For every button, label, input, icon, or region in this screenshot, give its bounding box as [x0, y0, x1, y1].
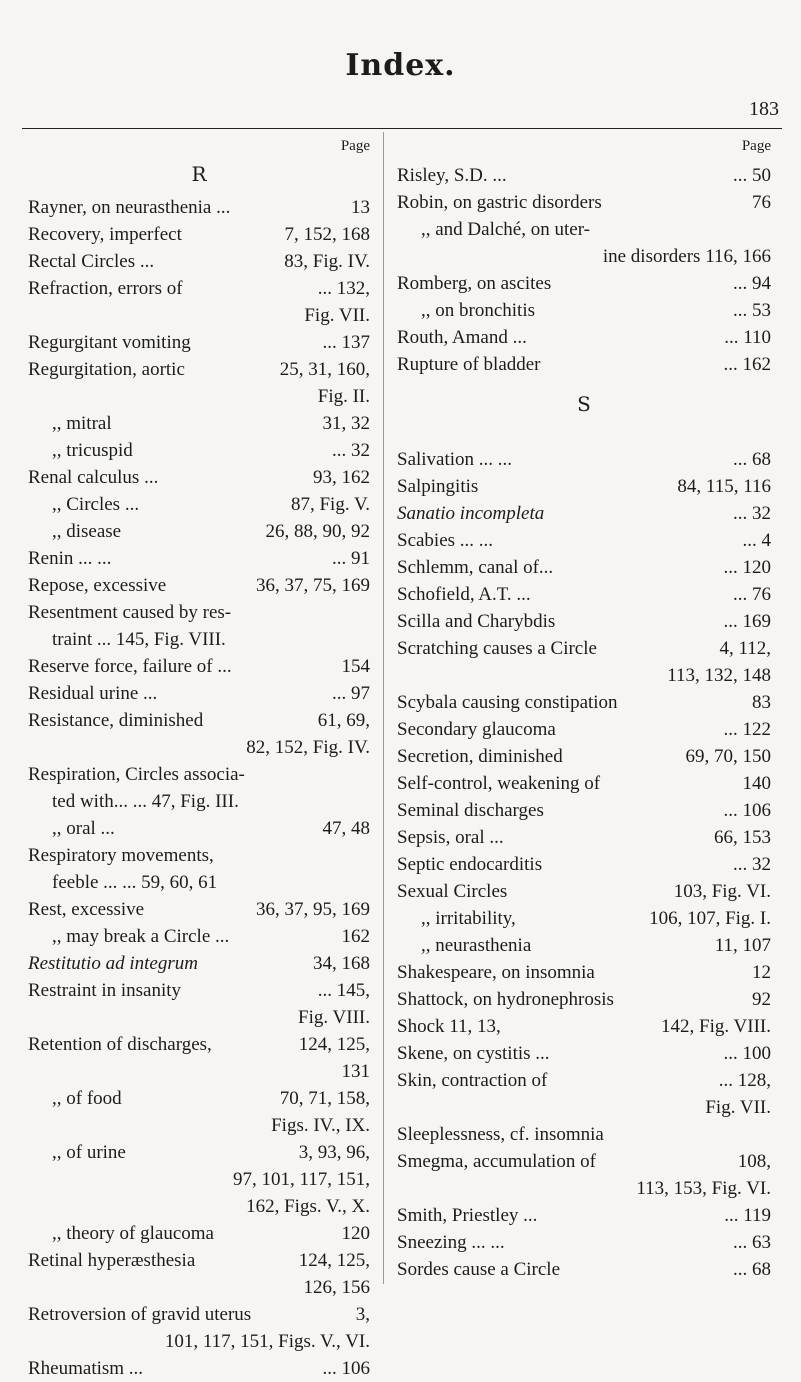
entry-term: ,, neurasthenia	[421, 935, 532, 956]
entry-pages: 13	[351, 197, 370, 218]
index-entry	[28, 707, 370, 761]
entry-continuation: 113, 132, 148	[667, 665, 771, 686]
entry-pages: ... 162	[723, 354, 771, 375]
right-column	[397, 138, 771, 1283]
index-entry	[397, 959, 771, 986]
index-entry	[28, 1031, 370, 1085]
index-entry	[28, 221, 370, 248]
entry-term: Secretion, diminished	[397, 746, 563, 767]
entry-term: Repose, excessive	[28, 575, 167, 596]
index-entry	[28, 572, 370, 599]
entry-pages: ... 145,	[317, 980, 370, 1001]
index-entry	[28, 923, 370, 950]
entry-pages: 83	[752, 692, 771, 713]
index-entry	[397, 608, 771, 635]
entry-term: Robin, on gastric disorders	[397, 192, 602, 213]
entry-term: Renal calculus ...	[28, 467, 159, 488]
entry-pages: 124, 125,	[298, 1034, 370, 1055]
index-entry	[397, 1148, 771, 1202]
entry-pages: ... 122	[723, 719, 771, 740]
index-entry	[397, 797, 771, 824]
entry-continuation: traint ... 145, Fig. VIII.	[52, 629, 226, 650]
entry-term: Rayner, on neurasthenia ...	[28, 197, 231, 218]
entry-pages: 76	[752, 192, 771, 213]
entry-pages: 154	[341, 656, 370, 677]
index-entry	[28, 1247, 370, 1301]
index-entry	[397, 500, 771, 527]
index-entry	[397, 689, 771, 716]
entry-pages: 84, 115, 116	[677, 476, 771, 497]
index-entry	[397, 324, 771, 351]
index-entry	[397, 351, 771, 378]
index-entry	[28, 761, 370, 815]
entry-term: Sepsis, oral ...	[397, 827, 504, 848]
entry-term: ,, of urine	[52, 1142, 126, 1163]
entry-term: ,, on bronchitis	[421, 300, 535, 321]
entry-pages: 162	[341, 926, 370, 947]
entry-term: Rupture of bladder	[397, 354, 541, 375]
index-entry	[28, 464, 370, 491]
entry-term: ,, Circles ...	[52, 494, 140, 515]
index-entry	[397, 527, 771, 554]
entry-term: Sexual Circles	[397, 881, 508, 902]
entry-continuation: Figs. IV., IX.	[271, 1115, 370, 1136]
entry-pages: 31, 32	[322, 413, 370, 434]
entry-term: Regurgitant vomiting	[28, 332, 191, 353]
entry-pages: 26, 88, 90, 92	[265, 521, 370, 542]
index-entry	[397, 824, 771, 851]
entry-term: Seminal discharges	[397, 800, 544, 821]
entry-term: Restitutio ad integrum	[28, 953, 198, 974]
entry-pages: 69, 70, 150	[685, 746, 771, 767]
entry-pages: 140	[742, 773, 771, 794]
entry-term: Rheumatism ...	[28, 1358, 144, 1379]
entry-continuation: feeble ... ... 59, 60, 61	[52, 872, 218, 893]
entry-term: Rest, excessive	[28, 899, 145, 920]
entry-term: Romberg, on ascites	[397, 273, 552, 294]
entry-continuation: Fig. VII.	[304, 305, 370, 326]
entry-pages: ... 91	[332, 548, 370, 569]
index-entry	[397, 878, 771, 905]
index-entry	[28, 1085, 370, 1139]
entry-term: Routh, Amand ...	[397, 327, 527, 348]
entry-pages: 3,	[355, 1304, 370, 1325]
entry-pages: ... 137	[322, 332, 370, 353]
entry-pages: ... 32	[733, 854, 771, 875]
index-entry	[28, 1355, 370, 1382]
entry-continuation: 162, Figs. V., X.	[246, 1196, 370, 1217]
entry-term: Self-control, weakening of	[397, 773, 601, 794]
section-letter: S	[577, 392, 591, 416]
section-letter: R	[191, 162, 207, 186]
entry-pages: ... 68	[733, 449, 771, 470]
entry-pages: 61, 69,	[317, 710, 370, 731]
entry-term: Sneezing ... ...	[397, 1232, 505, 1253]
entry-term: Resentment caused by res-	[28, 602, 232, 623]
index-entry	[28, 1139, 370, 1220]
entry-pages: ... 53	[733, 300, 771, 321]
index-entry	[28, 842, 370, 896]
index-entry	[28, 491, 370, 518]
entry-term: ,, of food	[52, 1088, 122, 1109]
entry-pages: 87, Fig. V.	[290, 494, 370, 515]
index-entry	[397, 1013, 771, 1040]
entry-term: Shock 11, 13,	[397, 1016, 501, 1037]
entry-pages: ... 120	[723, 557, 771, 578]
entry-continuation: 97, 101, 117, 151,	[232, 1169, 370, 1190]
left-column	[28, 138, 370, 1382]
entry-list	[28, 194, 370, 1382]
index-entry	[28, 950, 370, 977]
entry-term: Salivation ... ...	[397, 449, 513, 470]
entry-continuation: 131	[341, 1061, 370, 1082]
page-number: 183	[749, 98, 779, 120]
index-entry	[397, 1256, 771, 1283]
entry-term: Recovery, imperfect	[28, 224, 182, 245]
running-head: Index.	[345, 48, 456, 83]
entry-list	[397, 162, 771, 378]
entry-pages: ... 106	[322, 1358, 370, 1379]
entry-pages: 36, 37, 75, 169	[256, 575, 370, 596]
index-entry	[397, 554, 771, 581]
index-entry	[397, 270, 771, 297]
index-entry	[28, 896, 370, 923]
entry-term: Resistance, diminished	[28, 710, 204, 731]
entry-pages: 36, 37, 95, 169	[256, 899, 370, 920]
entry-term: Retinal hyperæsthesia	[28, 1250, 196, 1271]
index-entry	[28, 1301, 370, 1355]
index-entry	[397, 932, 771, 959]
entry-pages: 124, 125,	[298, 1250, 370, 1271]
entry-term: Shattock, on hydronephrosis	[397, 989, 614, 1010]
index-entry	[28, 518, 370, 545]
entry-pages: ... 50	[733, 165, 771, 186]
entry-term: Restraint in insanity	[28, 980, 182, 1001]
index-entry	[28, 599, 370, 653]
index-entry	[397, 716, 771, 743]
entry-pages: 106, 107, Fig. I.	[649, 908, 771, 929]
index-entry	[28, 410, 370, 437]
entry-pages: ... 100	[723, 1043, 771, 1064]
entry-continuation: Fig. II.	[317, 386, 370, 407]
entry-continuation: ted with... ... 47, Fig. III.	[52, 791, 239, 812]
entry-term: ,, theory of glaucoma	[52, 1223, 214, 1244]
entry-term: Smegma, accumulation of	[397, 1151, 596, 1172]
entry-pages: ... 128,	[718, 1070, 771, 1091]
entry-term: Sleeplessness, cf. insomnia	[397, 1124, 604, 1145]
entry-term: Schlemm, canal of...	[397, 557, 554, 578]
page-column-label: Page	[741, 138, 771, 154]
entry-pages: ... 106	[723, 800, 771, 821]
entry-term: Reserve force, failure of ...	[28, 656, 232, 677]
entry-term: Renin ... ...	[28, 548, 112, 569]
index-entry	[397, 1067, 771, 1121]
entry-term: ,, and Dalché, on uter-	[421, 219, 590, 240]
entry-term: Retention of discharges,	[28, 1034, 212, 1055]
page-header	[0, 0, 801, 140]
entry-continuation: 126, 156	[303, 1277, 370, 1298]
entry-pages: 120	[341, 1223, 370, 1244]
entry-term: ,, oral ...	[52, 818, 115, 839]
index-entry	[397, 1202, 771, 1229]
entry-pages: 12	[752, 962, 771, 983]
entry-term: Scabies ... ...	[397, 530, 494, 551]
entry-continuation: ine disorders 116, 166	[602, 246, 771, 267]
entry-term: Salpingitis	[397, 476, 479, 497]
entry-term: ,, irritability,	[421, 908, 516, 929]
index-entry	[28, 356, 370, 410]
entry-term: Skin, contraction of	[397, 1070, 548, 1091]
entry-pages: 47, 48	[322, 818, 370, 839]
entry-term: Septic endocarditis	[397, 854, 543, 875]
entry-term: Scybala causing constipation	[397, 692, 618, 713]
entry-pages: ... 32	[332, 440, 370, 461]
header-rule	[22, 128, 782, 129]
index-entry	[28, 275, 370, 329]
index-entry	[28, 248, 370, 275]
index-entry	[28, 194, 370, 221]
index-entry	[397, 1229, 771, 1256]
entry-pages: ... 32	[733, 503, 771, 524]
entry-term: Secondary glaucoma	[397, 719, 556, 740]
entry-term: Sordes cause a Circle	[397, 1259, 561, 1280]
entry-pages: 83, Fig. IV.	[284, 251, 370, 272]
entry-term: Scilla and Charybdis	[397, 611, 556, 632]
index-entry	[397, 216, 771, 270]
entry-continuation: 82, 152, Fig. IV.	[246, 737, 370, 758]
entry-term: Regurgitation, aortic	[28, 359, 185, 380]
entry-pages: 7, 152, 168	[284, 224, 370, 245]
index-entry	[397, 1040, 771, 1067]
index-entry	[28, 1220, 370, 1247]
entry-term: Schofield, A.T. ...	[397, 584, 531, 605]
index-entry	[28, 977, 370, 1031]
index-entry	[397, 986, 771, 1013]
index-entry	[397, 851, 771, 878]
entry-pages: 11, 107	[714, 935, 771, 956]
index-entry	[397, 473, 771, 500]
entry-pages: ... 68	[733, 1259, 771, 1280]
entry-term: Sanatio incompleta	[397, 503, 545, 524]
entry-term: Retroversion of gravid uterus	[28, 1304, 252, 1325]
entry-term: Skene, on cystitis ...	[397, 1043, 550, 1064]
index-entry	[28, 680, 370, 707]
entry-term: Residual urine ...	[28, 683, 158, 704]
index-entry	[397, 635, 771, 689]
entry-continuation: Fig. VIII.	[298, 1007, 370, 1028]
page-column-label: Page	[340, 138, 370, 154]
index-entry	[28, 545, 370, 572]
entry-term: Risley, S.D. ...	[397, 165, 507, 186]
entry-pages: ... 110	[724, 327, 771, 348]
entry-pages: ... 119	[724, 1205, 771, 1226]
index-entry	[397, 162, 771, 189]
entry-pages: ... 97	[332, 683, 370, 704]
entry-term: ,, mitral	[52, 413, 112, 434]
entry-term: Respiratory movements,	[28, 845, 214, 866]
entry-term: Shakespeare, on insomnia	[397, 962, 595, 983]
entry-pages: 4, 112,	[719, 638, 771, 659]
entry-pages: ... 4	[742, 530, 771, 551]
index-entry	[28, 815, 370, 842]
index-entry	[397, 905, 771, 932]
entry-pages: 103, Fig. VI.	[673, 881, 771, 902]
entry-term: Rectal Circles ...	[28, 251, 155, 272]
index-entry	[28, 437, 370, 464]
index-entry	[397, 770, 771, 797]
index-entry	[28, 653, 370, 680]
entry-pages: ... 63	[733, 1232, 771, 1253]
entry-pages: 92	[752, 989, 771, 1010]
index-entry	[397, 743, 771, 770]
index-entry	[397, 581, 771, 608]
entry-pages: 34, 168	[313, 953, 370, 974]
column-divider	[383, 132, 384, 1284]
entry-pages: 142, Fig. VIII.	[661, 1016, 771, 1037]
entry-term: Refraction, errors of	[28, 278, 183, 299]
entry-term: Scratching causes a Circle	[397, 638, 597, 659]
entry-pages: ... 76	[733, 584, 771, 605]
entry-pages: 25, 31, 160,	[279, 359, 370, 380]
entry-term: Smith, Priestley ...	[397, 1205, 538, 1226]
entry-pages: 70, 71, 158,	[279, 1088, 370, 1109]
entry-pages: ... 169	[723, 611, 771, 632]
entry-pages: ... 132,	[317, 278, 370, 299]
index-entry	[397, 189, 771, 216]
entry-pages: 108,	[737, 1151, 771, 1172]
entry-continuation: 101, 117, 151, Figs. V., VI.	[164, 1331, 370, 1352]
index-entry	[397, 297, 771, 324]
entry-term: ,, tricuspid	[52, 440, 133, 461]
index-entry	[28, 329, 370, 356]
entry-list	[397, 446, 771, 1283]
index-entry	[397, 446, 771, 473]
entry-pages: 3, 93, 96,	[298, 1142, 370, 1163]
entry-pages: 93, 162	[313, 467, 370, 488]
entry-term: ,, may break a Circle ...	[52, 926, 230, 947]
entry-term: ,, disease	[52, 521, 122, 542]
entry-term: Respiration, Circles associa-	[28, 764, 245, 785]
entry-continuation: 113, 153, Fig. VI.	[636, 1178, 771, 1199]
entry-continuation: Fig. VII.	[705, 1097, 771, 1118]
index-entry	[397, 1121, 771, 1148]
entry-pages: 66, 153	[714, 827, 771, 848]
entry-pages: ... 94	[733, 273, 771, 294]
